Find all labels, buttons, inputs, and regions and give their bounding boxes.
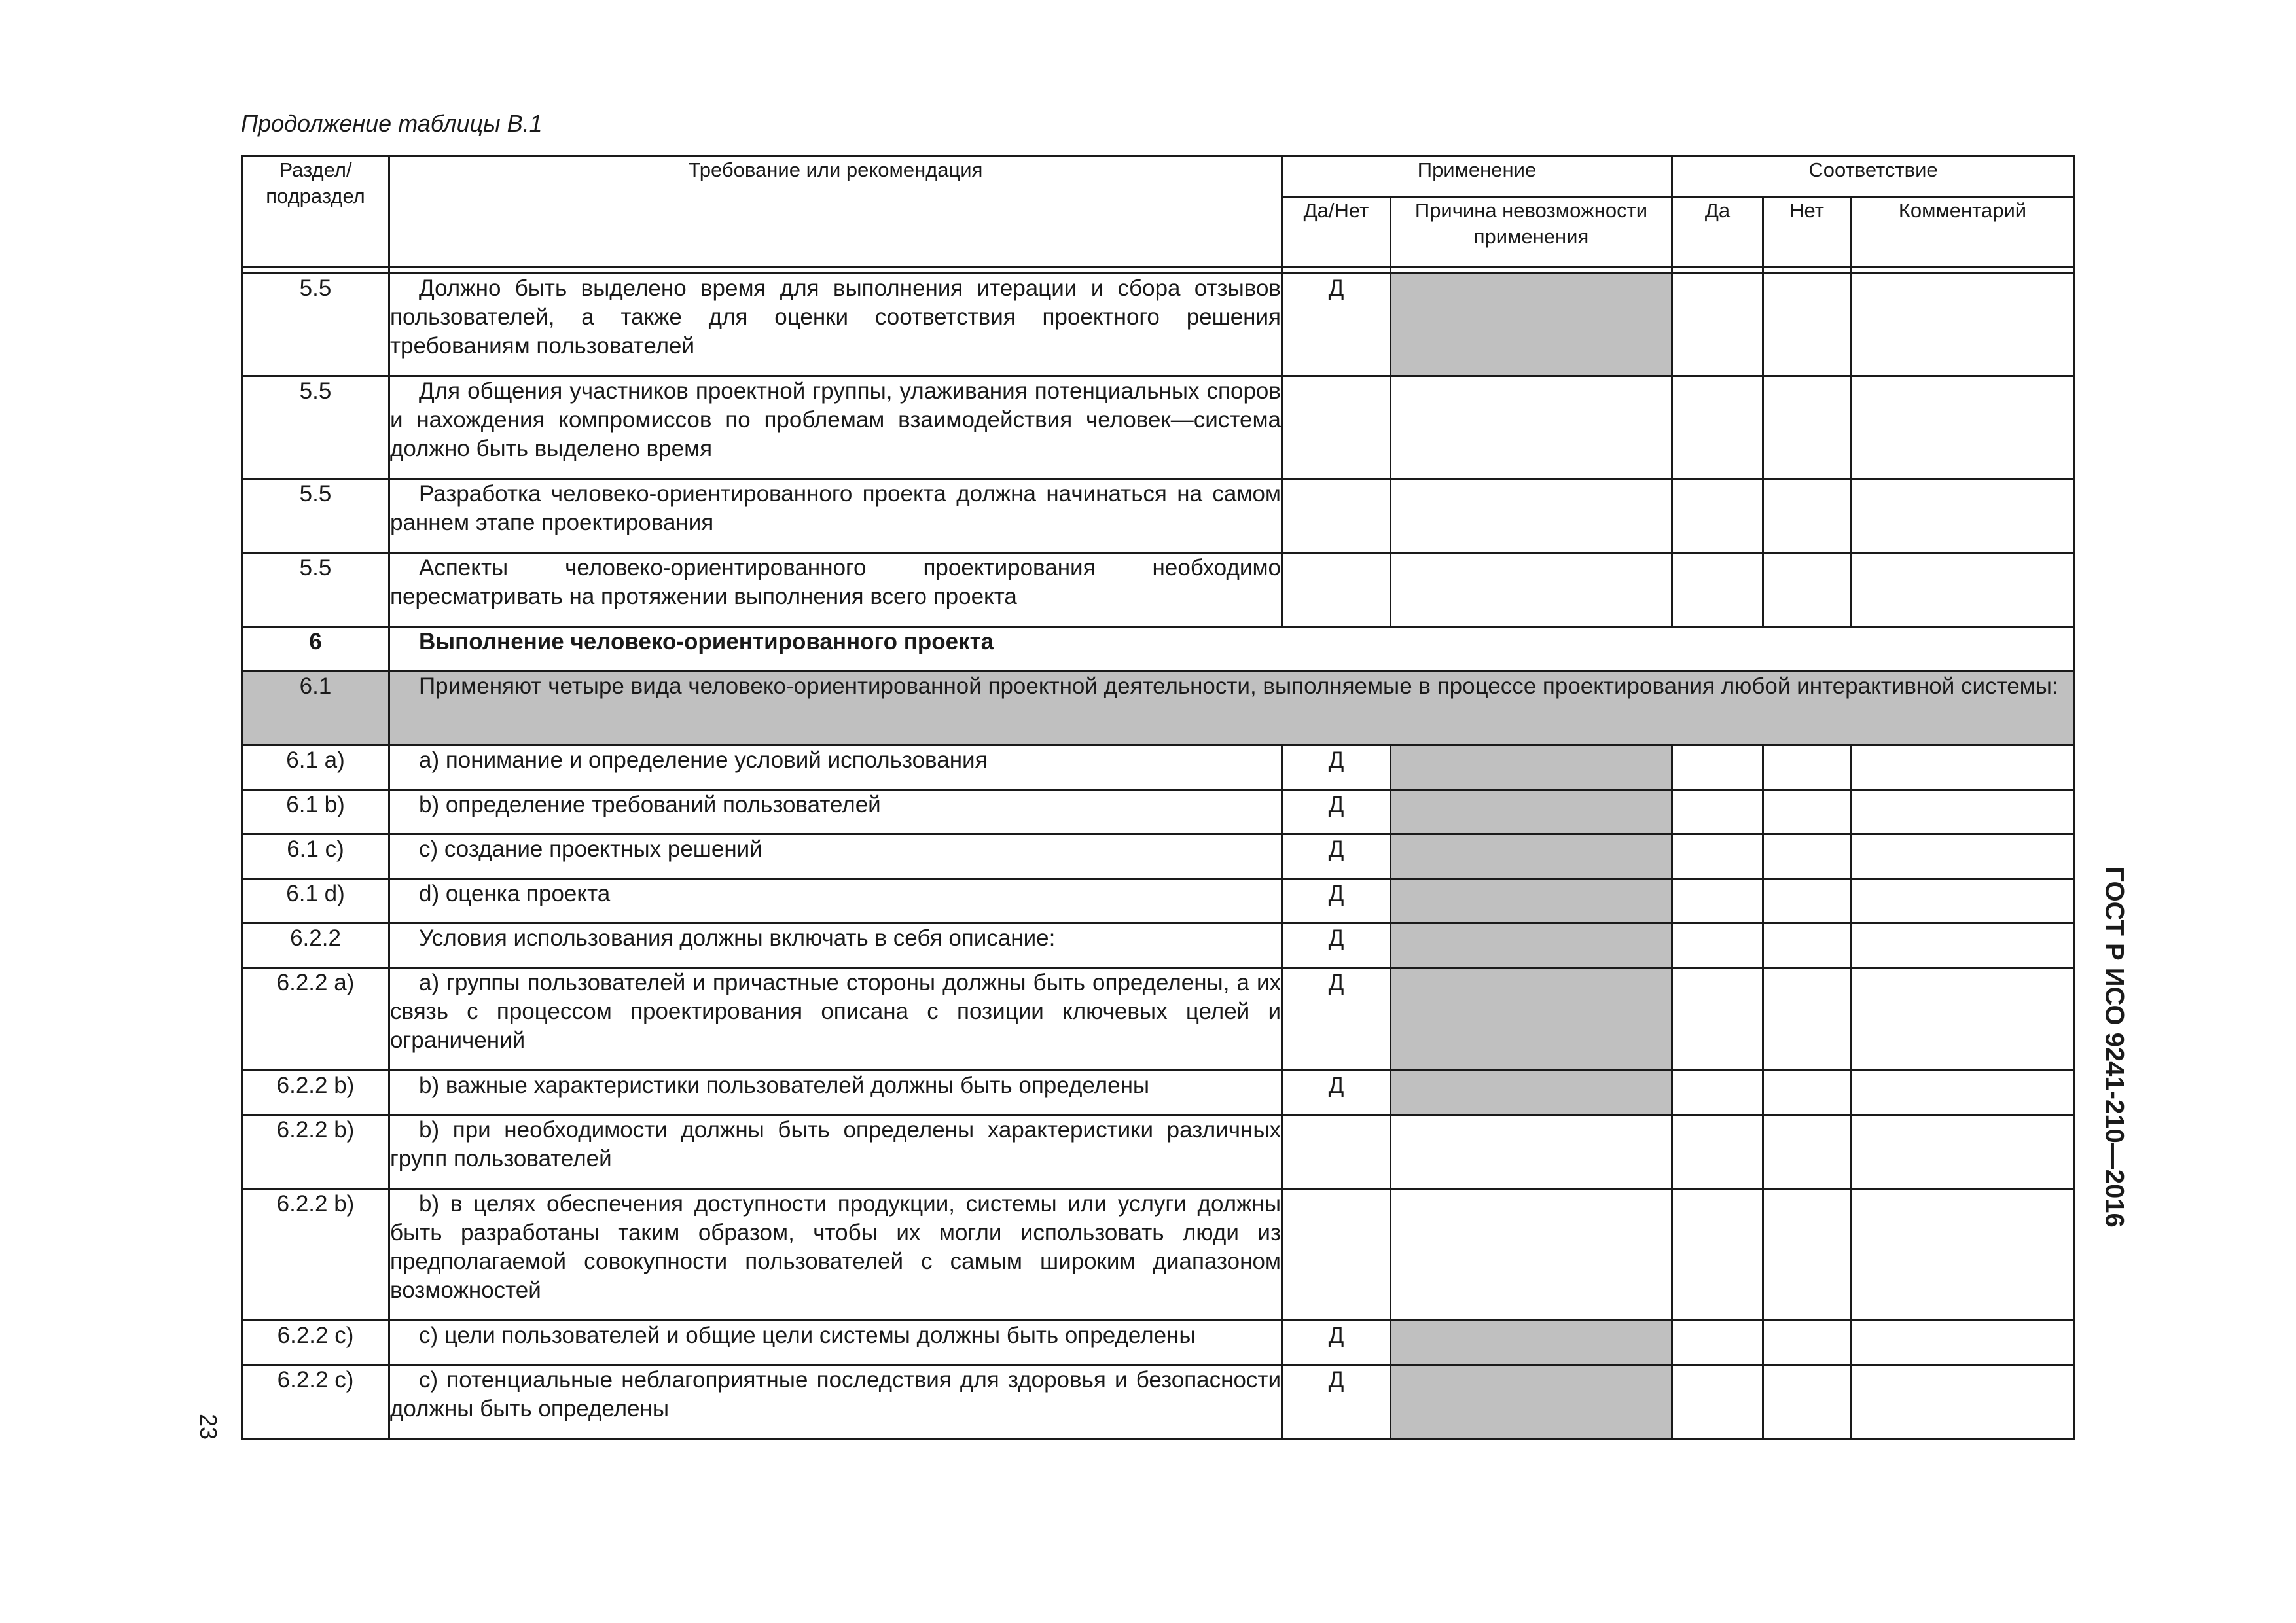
header-requirement: Требование или рекомендация xyxy=(389,156,1282,267)
row-reason xyxy=(1391,834,1672,879)
row-requirement-text: Должно быть выделено время для выполнения итерации и сбора отзывов пользователей, а также для оценки соответствия проектного решения требованиям пользователей xyxy=(390,276,1281,359)
row-requirement xyxy=(389,834,1282,879)
row-requirement-text: b) при необходимости должны быть определены характеристики различных групп пользователей xyxy=(390,1117,1281,1171)
row-requirement xyxy=(389,1365,1282,1439)
table-row xyxy=(242,1071,2075,1115)
row-comment xyxy=(1851,834,2075,879)
row-no xyxy=(1763,879,1851,923)
row-requirement-text: Выполнение человеко-ориентированного проекта xyxy=(419,629,994,654)
row-reason xyxy=(1391,1115,1672,1189)
row-no xyxy=(1763,376,1851,479)
row-yes xyxy=(1672,745,1763,790)
header-conformance: Соответствие xyxy=(1672,156,2075,197)
row-requirement xyxy=(389,790,1282,834)
row-reason xyxy=(1391,1321,1672,1365)
row-section: 6.2.2 b) xyxy=(242,1189,389,1321)
row-requirement-text: Для общения участников проектной группы, улаживания потенциальных споров и нахождения компромиссов по проблемам взаимодействия человек—система должно быть выделено время xyxy=(390,378,1281,461)
row-section: 6.2.2 xyxy=(242,923,389,968)
row-comment xyxy=(1851,968,2075,1071)
row-requirement-text: c) цели пользователей и общие цели системы должны быть определены xyxy=(419,1323,1196,1348)
row-requirement-text: b) в целях обеспечения доступности продукции, системы или услуги должны быть разработаны таким образом, чтобы их могли использовать люди из предполагаемой совокупности пользователей с самым широким диапазоном возможностей xyxy=(390,1191,1281,1303)
row-comment xyxy=(1851,1071,2075,1115)
row-no xyxy=(1763,274,1851,376)
row-no xyxy=(1763,1365,1851,1439)
row-requirement xyxy=(389,923,1282,968)
header-yes: Да xyxy=(1672,197,1763,267)
row-yes xyxy=(1672,834,1763,879)
row-requirement-text: Условия использования должны включать в себя описание: xyxy=(419,925,1056,951)
row-no xyxy=(1763,790,1851,834)
table-row xyxy=(242,745,2075,790)
row-requirement xyxy=(389,1115,1282,1189)
row-section: 6.2.2 a) xyxy=(242,968,389,1071)
row-yes xyxy=(1672,1365,1763,1439)
row-requirement xyxy=(389,671,2075,745)
row-yes-no xyxy=(1282,553,1391,627)
row-yes xyxy=(1672,879,1763,923)
table-row xyxy=(242,1115,2075,1189)
row-yes-no: Д xyxy=(1282,1321,1391,1365)
row-section: 6.1 d) xyxy=(242,879,389,923)
row-comment xyxy=(1851,879,2075,923)
row-requirement-text: c) создание проектных решений xyxy=(419,836,762,862)
row-yes xyxy=(1672,923,1763,968)
table-caption: Продолжение таблицы В.1 xyxy=(241,110,543,137)
header-reason: Причина невозможности применения xyxy=(1391,197,1672,267)
row-requirement-text: Разработка человеко-ориентированного проекта должна начинаться на самом раннем этапе проектирования xyxy=(390,481,1281,535)
row-section: 6.1 b) xyxy=(242,790,389,834)
row-no xyxy=(1763,1321,1851,1365)
row-requirement-text: a) понимание и определение условий использования xyxy=(419,747,988,773)
row-yes-no: Д xyxy=(1282,274,1391,376)
row-comment xyxy=(1851,479,2075,553)
row-requirement xyxy=(389,274,1282,376)
row-requirement xyxy=(389,376,1282,479)
header-section: Раздел/ подраздел xyxy=(242,156,389,267)
row-requirement-text: d) оценка проекта xyxy=(419,881,611,906)
table-row xyxy=(242,671,2075,745)
row-reason xyxy=(1391,1189,1672,1321)
row-yes-no xyxy=(1282,1115,1391,1189)
row-yes xyxy=(1672,1071,1763,1115)
row-yes-no: Д xyxy=(1282,1365,1391,1439)
row-reason xyxy=(1391,553,1672,627)
table-row xyxy=(242,923,2075,968)
header-application: Применение xyxy=(1282,156,1672,197)
row-section: 5.5 xyxy=(242,553,389,627)
row-yes-no: Д xyxy=(1282,879,1391,923)
row-reason xyxy=(1391,968,1672,1071)
row-reason xyxy=(1391,274,1672,376)
row-yes-no: Д xyxy=(1282,968,1391,1071)
row-yes xyxy=(1672,274,1763,376)
row-yes-no xyxy=(1282,376,1391,479)
header-no: Нет xyxy=(1763,197,1851,267)
row-yes-no: Д xyxy=(1282,745,1391,790)
row-no xyxy=(1763,834,1851,879)
row-reason xyxy=(1391,1071,1672,1115)
row-comment xyxy=(1851,745,2075,790)
row-requirement xyxy=(389,553,1282,627)
row-yes xyxy=(1672,1321,1763,1365)
table-row xyxy=(242,627,2075,671)
row-no xyxy=(1763,1115,1851,1189)
row-section: 6.1 c) xyxy=(242,834,389,879)
row-requirement-text: Аспекты человеко-ориентированного проектирования необходимо пересматривать на протяжении выполнения всего проекта xyxy=(390,555,1281,609)
row-reason xyxy=(1391,790,1672,834)
table-row xyxy=(242,376,2075,479)
row-no xyxy=(1763,1189,1851,1321)
table-row xyxy=(242,1365,2075,1439)
row-yes xyxy=(1672,790,1763,834)
row-requirement xyxy=(389,879,1282,923)
row-section: 5.5 xyxy=(242,479,389,553)
header-comment: Комментарий xyxy=(1851,197,2075,267)
row-comment xyxy=(1851,553,2075,627)
row-reason xyxy=(1391,879,1672,923)
row-section: 6.1 xyxy=(242,671,389,745)
row-reason xyxy=(1391,479,1672,553)
row-yes-no: Д xyxy=(1282,834,1391,879)
row-comment xyxy=(1851,1365,2075,1439)
row-section: 6.2.2 c) xyxy=(242,1321,389,1365)
row-comment xyxy=(1851,274,2075,376)
row-requirement-text: b) определение требований пользователей xyxy=(419,792,881,817)
row-comment xyxy=(1851,1115,2075,1189)
table-row xyxy=(242,790,2075,834)
row-reason xyxy=(1391,745,1672,790)
row-requirement xyxy=(389,627,2075,671)
row-section: 5.5 xyxy=(242,274,389,376)
row-yes xyxy=(1672,1189,1763,1321)
row-no xyxy=(1763,745,1851,790)
row-comment xyxy=(1851,923,2075,968)
row-requirement xyxy=(389,745,1282,790)
row-requirement xyxy=(389,479,1282,553)
row-yes-no xyxy=(1282,1189,1391,1321)
row-yes-no: Д xyxy=(1282,1071,1391,1115)
row-requirement xyxy=(389,1189,1282,1321)
row-section: 6 xyxy=(242,627,389,671)
table-row xyxy=(242,1321,2075,1365)
row-yes xyxy=(1672,1115,1763,1189)
page-number: 23 xyxy=(195,1413,222,1440)
row-yes-no: Д xyxy=(1282,923,1391,968)
row-reason xyxy=(1391,376,1672,479)
row-yes xyxy=(1672,479,1763,553)
row-requirement-text: a) группы пользователей и причастные стороны должны быть определены, а их связь с процессом проектирования описана с позиции ключевых целей и ограничений xyxy=(390,970,1281,1053)
table-row xyxy=(242,553,2075,627)
row-requirement xyxy=(389,968,1282,1071)
document-code: ГОСТ Р ИСО 9241-210—2016 xyxy=(2100,866,2129,1228)
row-no xyxy=(1763,923,1851,968)
row-comment xyxy=(1851,376,2075,479)
header-yes-no: Да/Нет xyxy=(1282,197,1391,267)
table-header xyxy=(242,156,2075,274)
table-row xyxy=(242,274,2075,376)
row-comment xyxy=(1851,790,2075,834)
row-yes-no: Д xyxy=(1282,790,1391,834)
row-comment xyxy=(1851,1321,2075,1365)
row-section: 6.2.2 b) xyxy=(242,1071,389,1115)
row-reason xyxy=(1391,1365,1672,1439)
row-no xyxy=(1763,479,1851,553)
row-requirement-text: Применяют четыре вида человеко-ориентированной проектной деятельности, выполняемые в процессе проектирования любой интерактивной системы: xyxy=(419,673,2058,699)
table-body xyxy=(242,274,2075,1439)
row-requirement-text: c) потенциальные неблагоприятные последствия для здоровья и безопасности должны быть определены xyxy=(390,1367,1281,1421)
row-yes xyxy=(1672,968,1763,1071)
table-row xyxy=(242,1189,2075,1321)
row-section: 6.2.2 b) xyxy=(242,1115,389,1189)
table-row xyxy=(242,879,2075,923)
requirements-table xyxy=(241,155,2075,1440)
row-section: 5.5 xyxy=(242,376,389,479)
row-no xyxy=(1763,1071,1851,1115)
row-no xyxy=(1763,968,1851,1071)
row-reason xyxy=(1391,923,1672,968)
row-no xyxy=(1763,553,1851,627)
row-comment xyxy=(1851,1189,2075,1321)
row-requirement xyxy=(389,1071,1282,1115)
row-yes-no xyxy=(1282,479,1391,553)
table-row xyxy=(242,479,2075,553)
row-section: 6.2.2 c) xyxy=(242,1365,389,1439)
row-requirement-text: b) важные характеристики пользователей должны быть определены xyxy=(419,1073,1150,1098)
table-row xyxy=(242,968,2075,1071)
row-section: 6.1 a) xyxy=(242,745,389,790)
row-requirement xyxy=(389,1321,1282,1365)
row-yes xyxy=(1672,376,1763,479)
table-row xyxy=(242,834,2075,879)
row-yes xyxy=(1672,553,1763,627)
